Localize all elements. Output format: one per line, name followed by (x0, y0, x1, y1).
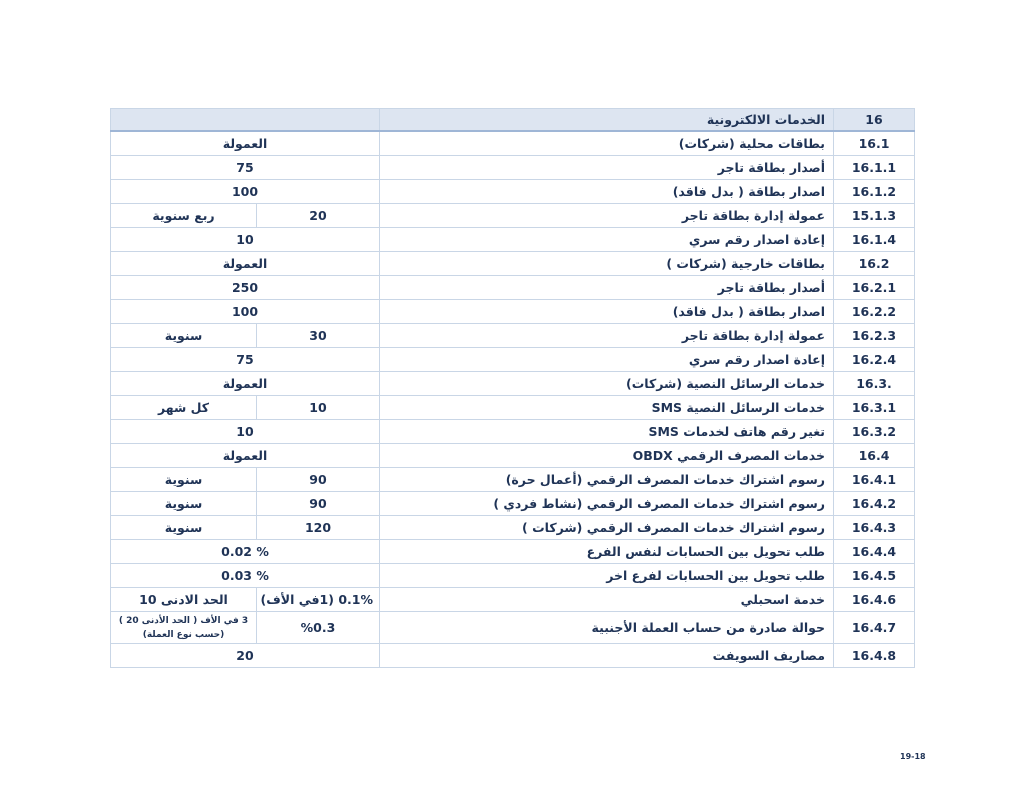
item-fee: 30 (257, 324, 380, 348)
item-number: 16.4.8 (834, 644, 915, 668)
section-title: الخدمات الالكترونية (380, 109, 834, 132)
item-description: عمولة إدارة بطاقة تاجر (380, 324, 834, 348)
item-fee: 10 (111, 228, 380, 252)
item-fee: % 0.03 (111, 564, 380, 588)
item-fee-note: ربع سنوية (111, 204, 257, 228)
item-number: 16.2.4 (834, 348, 915, 372)
fees-table (110, 108, 915, 668)
table-row (111, 372, 915, 396)
page-number: 19-18 (900, 752, 926, 761)
item-fee: 120 (257, 516, 380, 540)
item-number: 16.2.1 (834, 276, 915, 300)
item-number: 16.4.5 (834, 564, 915, 588)
item-description: اصدار بطاقة ( بدل فاقد) (380, 300, 834, 324)
table-row (111, 644, 915, 668)
item-fee: 10 (111, 420, 380, 444)
item-fee: 20 (111, 644, 380, 668)
table-row (111, 348, 915, 372)
item-number: 16.1.2 (834, 180, 915, 204)
item-fee-note: سنوية (111, 516, 257, 540)
table-row (111, 540, 915, 564)
item-description: عمولة إدارة بطاقة تاجر (380, 204, 834, 228)
table-row (111, 131, 915, 156)
item-number: 16.4.1 (834, 468, 915, 492)
item-description: رسوم اشتراك خدمات المصرف الرقمي (أعمال حرة) (380, 468, 834, 492)
item-description: بطاقات خارجية (شركات ) (380, 252, 834, 276)
table-row (111, 420, 915, 444)
item-fee-note: سنوية (111, 468, 257, 492)
item-description: طلب تحويل بين الحسابات لنفس الفرع (380, 540, 834, 564)
item-description: حوالة صادرة من حساب العملة الأجنبية (380, 612, 834, 644)
item-fee-note: سنوية (111, 324, 257, 348)
item-fee: 0.1% (1في الأف) (257, 588, 380, 612)
table-row (111, 516, 915, 540)
item-fee: 90 (257, 492, 380, 516)
item-number: 16.3.2 (834, 420, 915, 444)
table-row (111, 396, 915, 420)
item-fee: 90 (257, 468, 380, 492)
item-number: 16.2 (834, 252, 915, 276)
table-row (111, 252, 915, 276)
table-row (111, 180, 915, 204)
table-row (111, 492, 915, 516)
item-number: 16.1.1 (834, 156, 915, 180)
item-description: إعادة اصدار رقم سري (380, 228, 834, 252)
item-number: 16.1.4 (834, 228, 915, 252)
item-number: 16.4.6 (834, 588, 915, 612)
item-fee-note: كل شهر (111, 396, 257, 420)
table-row (111, 444, 915, 468)
item-description: خدمات الرسائل النصية SMS (380, 396, 834, 420)
table-row (111, 564, 915, 588)
item-fee: العمولة (111, 372, 380, 396)
item-number: 16.4.3 (834, 516, 915, 540)
item-description: خدمة اسحبلي (380, 588, 834, 612)
item-fee: 100 (111, 180, 380, 204)
item-number: 16.4 (834, 444, 915, 468)
table-row (111, 612, 915, 644)
table-row (111, 156, 915, 180)
item-fee: 250 (111, 276, 380, 300)
item-number: 16.2.3 (834, 324, 915, 348)
table-header-row (111, 109, 915, 132)
item-description: تغير رقم هاتف لخدمات SMS (380, 420, 834, 444)
item-fee: العمولة (111, 444, 380, 468)
item-number: 16.4.4 (834, 540, 915, 564)
table-row (111, 324, 915, 348)
item-description: إعادة اصدار رقم سري (380, 348, 834, 372)
item-number: 16.4.7 (834, 612, 915, 644)
item-fee: % 0.02 (111, 540, 380, 564)
item-description: أصدار بطاقة تاجر (380, 156, 834, 180)
item-fee: العمولة (111, 131, 380, 156)
item-number: 16.2.2 (834, 300, 915, 324)
table-row (111, 276, 915, 300)
item-number: 16.4.2 (834, 492, 915, 516)
table-row (111, 228, 915, 252)
item-description: رسوم اشتراك خدمات المصرف الرقمي (نشاط فردي ) (380, 492, 834, 516)
table-row (111, 204, 915, 228)
item-description: خدمات المصرف الرقمي OBDX (380, 444, 834, 468)
item-description: خدمات الرسائل النصية (شركات) (380, 372, 834, 396)
item-fee: 20 (257, 204, 380, 228)
item-description: رسوم اشتراك خدمات المصرف الرقمي (شركات ) (380, 516, 834, 540)
item-fee: العمولة (111, 252, 380, 276)
item-fee-note: سنوية (111, 492, 257, 516)
table-row (111, 300, 915, 324)
item-description: اصدار بطاقة ( بدل فاقد) (380, 180, 834, 204)
item-fee-note: الحد الادنى 10 (111, 588, 257, 612)
item-number: 15.1.3 (834, 204, 915, 228)
table-row (111, 588, 915, 612)
item-fee: 75 (111, 348, 380, 372)
item-fee: 10 (257, 396, 380, 420)
header-empty-cell (111, 109, 380, 132)
item-fee: %0.3 (257, 612, 380, 644)
item-description: طلب تحويل بين الحسابات لفرع اخر (380, 564, 834, 588)
item-number: 16.3.1 (834, 396, 915, 420)
item-number: .16.3 (834, 372, 915, 396)
item-number: 16.1 (834, 131, 915, 156)
table-row (111, 468, 915, 492)
item-description: بطاقات محلية (شركات) (380, 131, 834, 156)
item-description: أصدار بطاقة تاجر (380, 276, 834, 300)
section-number: 16 (834, 109, 915, 132)
item-fee-note: 3 في الأف ( الحد الأدنى 20 ) (حسب نوع العملة) (111, 612, 257, 644)
item-fee: 100 (111, 300, 380, 324)
item-description: مصاريف السويفت (380, 644, 834, 668)
item-fee: 75 (111, 156, 380, 180)
